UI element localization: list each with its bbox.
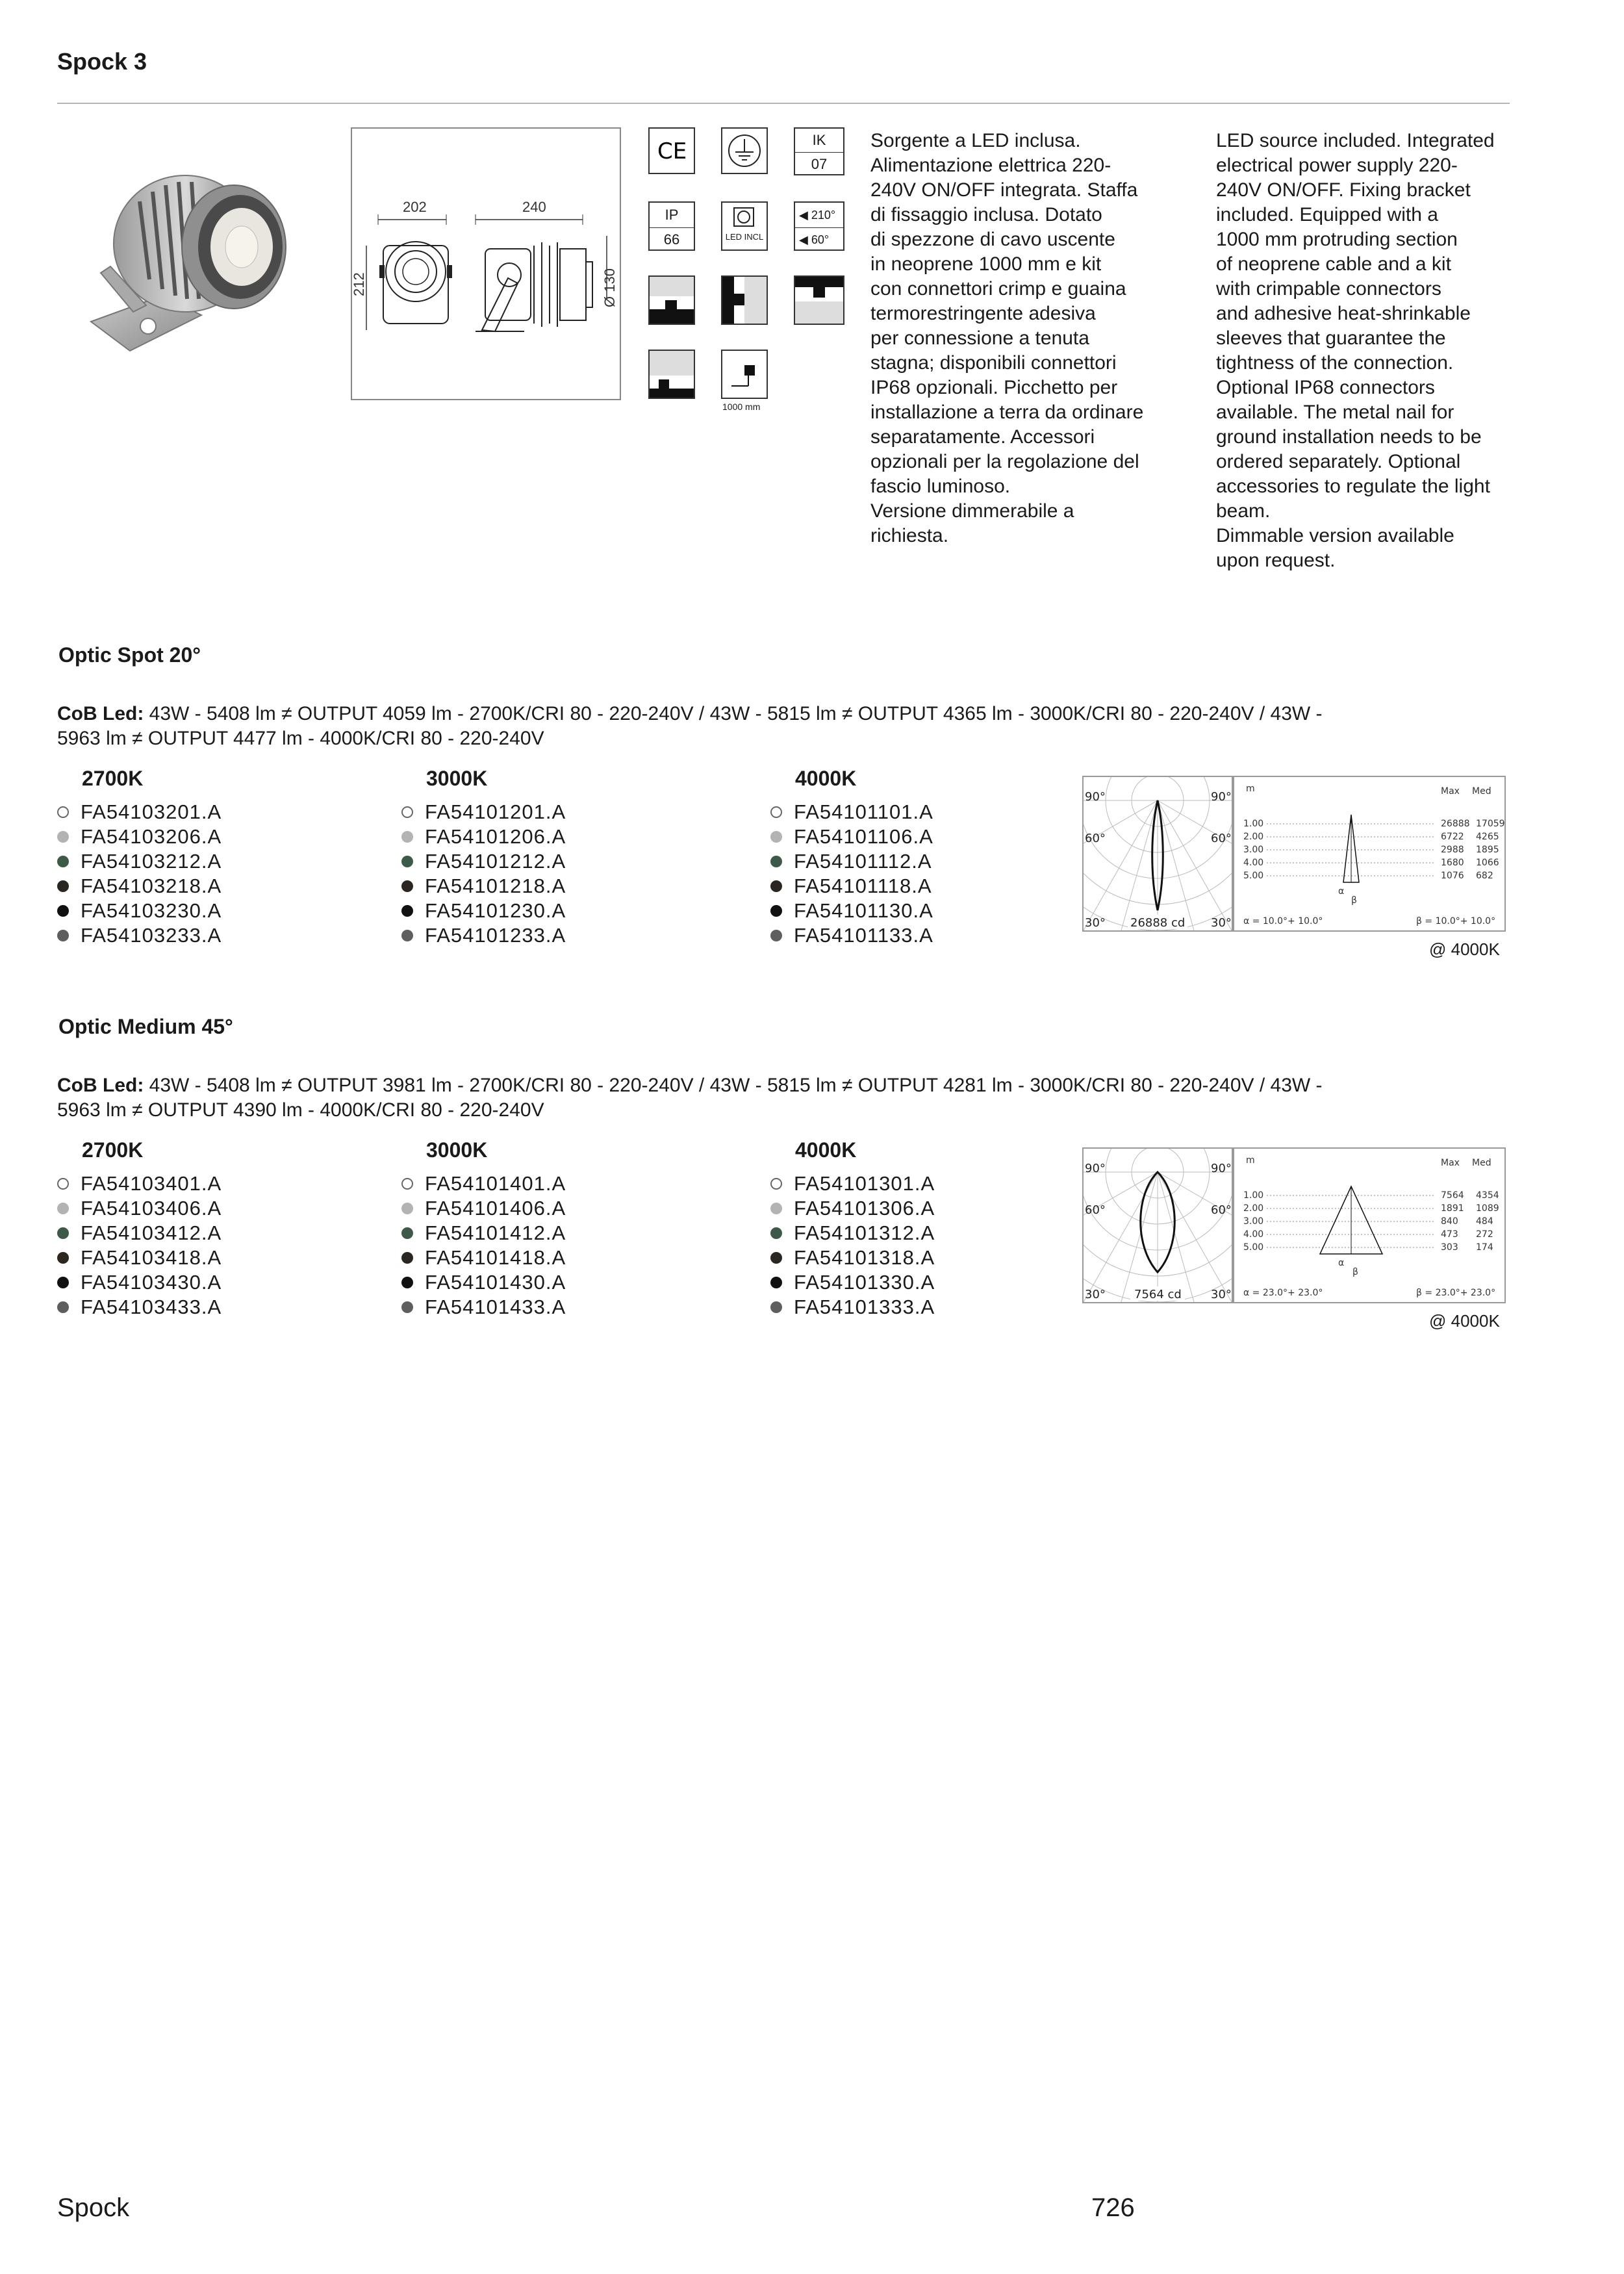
code-item: FA54101101.A <box>770 800 933 824</box>
svg-text:β = 10.0°+ 10.0°: β = 10.0°+ 10.0° <box>1416 916 1496 926</box>
code-item: FA54101233.A <box>401 923 566 948</box>
svg-text:α: α <box>1338 1258 1345 1268</box>
description-english: LED source included. Integrated electrical power supply 220- 240V ON/OFF. Fixing bracket included. Equipped with a 1000 mm protruding section of neoprene cable and a kit with crimpable connectors and adhesive heat-shrinkable sleeves that guarantee the tightness of the connection. Optional IP68 connectors available. The metal nail for ground installation needs to be ordered separately. Optional accessories to regulate the light beam. Dimmable version available upon request. <box>1216 130 1495 571</box>
code-item: FA54103212.A <box>57 849 222 874</box>
svg-text:1895: 1895 <box>1476 845 1499 855</box>
code-item: FA54101206.A <box>401 824 566 849</box>
svg-text:303: 303 <box>1441 1242 1458 1253</box>
code-item: FA54103418.A <box>57 1246 222 1270</box>
svg-text:4.00: 4.00 <box>1243 1229 1264 1240</box>
ground-install-icon <box>648 275 695 325</box>
page-number: 726 <box>1091 2193 1135 2222</box>
spotlight-image <box>71 156 318 370</box>
code-item: FA54101112.A <box>770 849 933 874</box>
svg-text:682: 682 <box>1476 871 1493 881</box>
code-item: FA54103412.A <box>57 1221 222 1246</box>
code-item: FA54101433.A <box>401 1295 566 1320</box>
svg-text:m: m <box>1246 784 1255 794</box>
svg-text:484: 484 <box>1476 1216 1493 1227</box>
svg-text:26888: 26888 <box>1441 819 1470 829</box>
svg-text:1891: 1891 <box>1441 1203 1464 1214</box>
svg-text:α: α <box>1338 886 1345 897</box>
svg-text:90°: 90° <box>1211 790 1232 804</box>
codes-2700k-spot: 2700K FA54103201.A FA54103206.A FA54103212.A FA54103218.A FA54103230.A FA54103233.A <box>57 767 222 948</box>
ip-rating-badge: IP 66 <box>648 201 695 251</box>
code-item: FA54103233.A <box>57 923 222 948</box>
dim-width: 202 <box>403 199 427 215</box>
cable-length-icon <box>721 350 768 399</box>
ground-symbol-icon <box>721 127 768 174</box>
code-item: FA54101412.A <box>401 1221 566 1246</box>
code-item: FA54103201.A <box>57 800 222 824</box>
svg-text:272: 272 <box>1476 1229 1493 1240</box>
page-title: Spock 3 <box>57 48 147 75</box>
svg-text:30°: 30° <box>1211 916 1232 930</box>
color-temp-note-spot: @ 4000K <box>1429 939 1500 959</box>
dim-depth: 240 <box>522 199 546 215</box>
svg-text:β: β <box>1352 1267 1358 1277</box>
code-item: FA54101312.A <box>770 1221 935 1246</box>
svg-text:90°: 90° <box>1085 790 1106 804</box>
code-item: FA54101106.A <box>770 824 933 849</box>
code-item: FA54101212.A <box>401 849 566 874</box>
svg-text:Med: Med <box>1472 786 1491 797</box>
svg-text:β: β <box>1351 895 1357 906</box>
header-divider <box>57 103 1510 104</box>
svg-text:30°: 30° <box>1085 916 1106 930</box>
polar-diagram-spot <box>1082 776 1233 932</box>
code-item: FA54101201.A <box>401 800 566 824</box>
svg-text:α = 23.0°+ 23.0°: α = 23.0°+ 23.0° <box>1243 1288 1323 1298</box>
codes-2700k-medium: 2700K FA54103401.A FA54103406.A FA54103412.A FA54103418.A FA54103430.A FA54103433.A <box>57 1138 222 1320</box>
svg-text:60°: 60° <box>1085 1203 1106 1217</box>
cable-length-label: 1000 mm <box>722 402 761 412</box>
ce-mark-icon <box>648 127 695 174</box>
code-item: FA54101230.A <box>401 899 566 923</box>
ceiling-install-icon <box>794 275 844 325</box>
code-item: FA54103218.A <box>57 874 222 899</box>
cone-diagram-spot <box>1233 776 1506 932</box>
code-item: FA54101218.A <box>401 874 566 899</box>
description-italian: Sorgente a LED inclusa. Alimentazione elettrica 220- 240V ON/OFF integrata. Staffa di fissaggio inclusa. Dotato di spezzone di cavo uscente in neoprene 1000 mm e kit con connettori crimp e guaina termorestringente adesiva per connessione a tenuta stagna; disponibili connettori IP68 opzionali. Picchetto per installazione a terra da ordinare separatamente. Accessori opzionali per la regolazione del fascio luminoso. Versione dimmerabile a richiesta. <box>870 130 1144 546</box>
rotation-angles-icon: ◀ 210° ◀ 60° <box>794 201 844 251</box>
codes-3000k-spot: 3000K FA54101201.A FA54101206.A FA54101212.A FA54101218.A FA54101230.A FA54101233.A <box>401 767 566 948</box>
section-title-medium: Optic Medium 45° <box>58 1015 233 1038</box>
polar-diagram-medium <box>1082 1147 1233 1303</box>
section-title-spot: Optic Spot 20° <box>58 643 201 667</box>
svg-text:17059: 17059 <box>1476 819 1504 829</box>
code-item: FA54101406.A <box>401 1196 566 1221</box>
svg-text:6722: 6722 <box>1441 832 1464 842</box>
codes-3000k-medium: 3000K FA54101401.A FA54101406.A FA54101412.A FA54101418.A FA54101430.A FA54101433.A <box>401 1138 566 1320</box>
ik-rating-badge: IK 07 <box>794 127 844 175</box>
svg-text:1680: 1680 <box>1441 858 1464 868</box>
svg-text:Max: Max <box>1441 786 1460 797</box>
code-item: FA54101306.A <box>770 1196 935 1221</box>
svg-text:4265: 4265 <box>1476 832 1499 842</box>
svg-text:2.00: 2.00 <box>1243 1203 1264 1214</box>
peak-intensity: 7564 cd <box>1134 1288 1182 1301</box>
code-item: FA54101301.A <box>770 1171 935 1196</box>
svg-text:Max: Max <box>1441 1158 1460 1168</box>
svg-text:Med: Med <box>1472 1158 1491 1168</box>
svg-text:1.00: 1.00 <box>1243 1190 1264 1201</box>
dim-diameter: Ø 130 <box>602 268 618 307</box>
code-item: FA54103406.A <box>57 1196 222 1221</box>
svg-text:α = 10.0°+ 10.0°: α = 10.0°+ 10.0° <box>1243 916 1323 926</box>
code-item: FA54101430.A <box>401 1270 566 1295</box>
code-item: FA54103430.A <box>57 1270 222 1295</box>
svg-text:1076: 1076 <box>1441 871 1464 881</box>
svg-text:840: 840 <box>1441 1216 1458 1227</box>
svg-text:174: 174 <box>1476 1242 1493 1253</box>
svg-text:30°: 30° <box>1211 1288 1232 1301</box>
svg-text:3.00: 3.00 <box>1243 845 1264 855</box>
svg-text:5.00: 5.00 <box>1243 871 1264 881</box>
svg-text:60°: 60° <box>1211 832 1232 845</box>
product-photo <box>71 156 318 370</box>
code-item: FA54103230.A <box>57 899 222 923</box>
code-item: FA54101133.A <box>770 923 933 948</box>
svg-text:1.00: 1.00 <box>1243 819 1264 829</box>
svg-text:1089: 1089 <box>1476 1203 1499 1214</box>
codes-4000k-medium: 4000K FA54101301.A FA54101306.A FA54101312.A FA54101318.A FA54101330.A FA54101333.A <box>770 1138 935 1320</box>
svg-text:7564: 7564 <box>1441 1190 1464 1201</box>
code-item: FA54103401.A <box>57 1171 222 1196</box>
svg-text:473: 473 <box>1441 1229 1458 1240</box>
dim-height: 212 <box>352 272 367 296</box>
code-item: FA54101130.A <box>770 899 933 923</box>
technical-drawing <box>351 127 621 400</box>
svg-text:4.00: 4.00 <box>1243 858 1264 868</box>
code-item: FA54101333.A <box>770 1295 935 1320</box>
svg-text:CE: CE <box>657 138 687 164</box>
svg-text:4354: 4354 <box>1476 1190 1499 1201</box>
svg-text:β = 23.0°+ 23.0°: β = 23.0°+ 23.0° <box>1416 1288 1496 1298</box>
peak-intensity: 26888 cd <box>1130 916 1186 930</box>
svg-text:2.00: 2.00 <box>1243 832 1264 842</box>
code-item: FA54103206.A <box>57 824 222 849</box>
wall-install-icon <box>721 275 768 325</box>
led-included-icon: LED INCL <box>721 201 768 251</box>
code-item: FA54101418.A <box>401 1246 566 1270</box>
code-item: FA54101401.A <box>401 1171 566 1196</box>
svg-text:90°: 90° <box>1211 1162 1232 1175</box>
code-item: FA54101118.A <box>770 874 933 899</box>
svg-text:60°: 60° <box>1085 832 1106 845</box>
svg-text:2988: 2988 <box>1441 845 1464 855</box>
cob-spec-spot: CoB Led: 43W - 5408 lm ≠ OUTPUT 4059 lm - 2700K/CRI 80 - 220-240V / 43W - 5815 lm ≠ OUTPUT 4365 lm - 3000K/CRI 80 - 220-240V / 43W - 5963 lm ≠ OUTPUT 4477 lm - 4000K/CRI 80 - 220-240V <box>57 703 1323 749</box>
code-item: FA54101318.A <box>770 1246 935 1270</box>
svg-text:90°: 90° <box>1085 1162 1106 1175</box>
cob-spec-medium: CoB Led: 43W - 5408 lm ≠ OUTPUT 3981 lm - 2700K/CRI 80 - 220-240V / 43W - 5815 lm ≠ OUTPUT 4281 lm - 3000K/CRI 80 - 220-240V / 43W - 5963 lm ≠ OUTPUT 4390 lm - 4000K/CRI 80 - 220-240V <box>57 1075 1323 1121</box>
code-item: FA54103433.A <box>57 1295 222 1320</box>
code-item: FA54101330.A <box>770 1270 935 1295</box>
spike-install-icon <box>648 350 695 399</box>
svg-text:m: m <box>1246 1155 1255 1166</box>
svg-text:1066: 1066 <box>1476 858 1499 868</box>
cone-diagram-medium <box>1233 1147 1506 1303</box>
svg-text:5.00: 5.00 <box>1243 1242 1264 1253</box>
codes-4000k-spot: 4000K FA54101101.A FA54101106.A FA54101112.A FA54101118.A FA54101130.A FA54101133.A <box>770 767 933 948</box>
footer-family-name: Spock <box>57 2193 130 2222</box>
color-temp-note-medium: @ 4000K <box>1429 1311 1500 1331</box>
svg-text:3.00: 3.00 <box>1243 1216 1264 1227</box>
svg-text:60°: 60° <box>1211 1203 1232 1217</box>
svg-text:30°: 30° <box>1085 1288 1106 1301</box>
